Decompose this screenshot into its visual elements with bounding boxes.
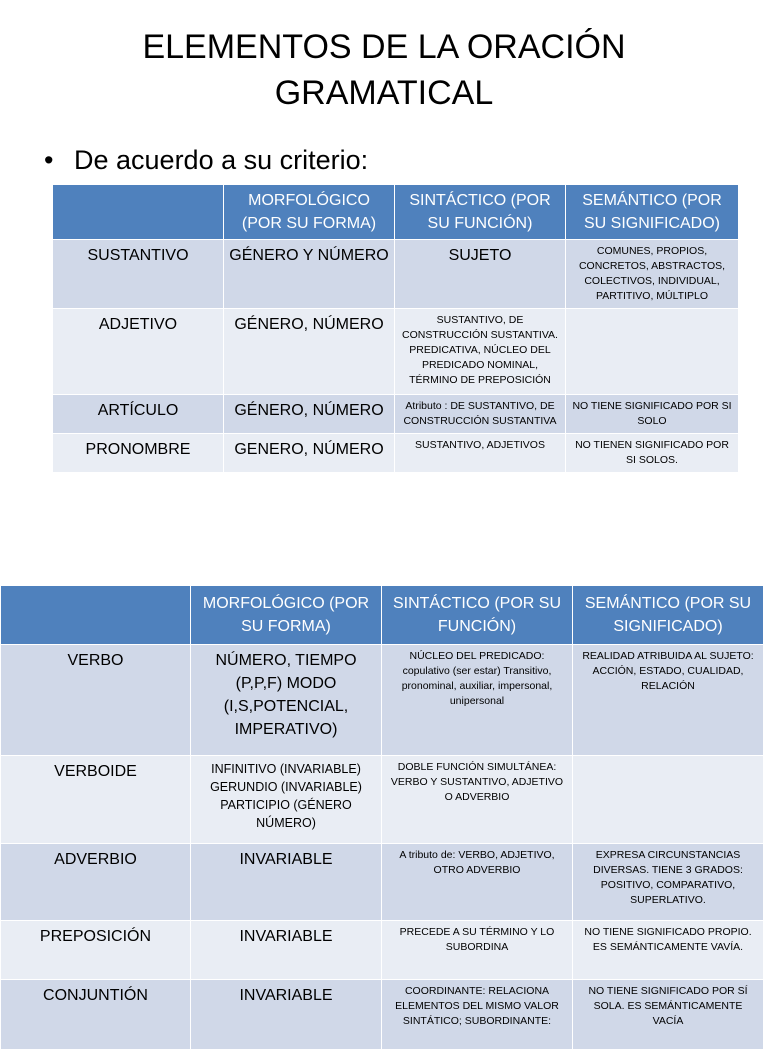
table-cell xyxy=(573,756,764,844)
table-cell: NÚMERO, TIEMPO (P,P,F) MODO (I,S,POTENCIAL, IMPERATIVO) xyxy=(191,645,382,756)
title-line-1: ELEMENTOS DE LA ORACIÓN xyxy=(142,28,626,66)
table-cell: REALIDAD ATRIBUIDA AL SUJETO: ACCIÓN, ESTADO, CUALIDAD, RELACIÓN xyxy=(573,645,764,756)
table-cell: INFINITIVO (INVARIABLE) GERUNDIO (INVARIABLE) PARTICIPIO (GÉNERO NÚMERO) xyxy=(191,756,382,844)
table-cell: ARTÍCULO xyxy=(53,395,224,434)
table-cell: NO TIENEN SIGNIFICADO POR SI SOLOS. xyxy=(566,434,739,473)
table-cell: SUSTANTIVO xyxy=(53,240,224,309)
table-cell: VERBO xyxy=(1,645,191,756)
table-row xyxy=(1,980,764,1050)
table-row xyxy=(53,434,739,473)
table-cell: COORDINANTE: RELACIONA ELEMENTOS DEL MISMO VALOR SINTÁTICO; SUBORDINANTE: xyxy=(382,980,573,1050)
table-cell: DOBLE FUNCIÓN SIMULTÁNEA: VERBO Y SUSTANTIVO, ADJETIVO O ADVERBIO xyxy=(382,756,573,844)
page-title xyxy=(0,24,768,116)
table-cell: ADVERBIO xyxy=(1,844,191,921)
table-cell: Atributo : DE SUSTANTIVO, DE CONSTRUCCIÓN SUSTANTIVA xyxy=(395,395,566,434)
table-header-cell: SINTÁCTICO (POR SU FUNCIÓN) xyxy=(395,185,566,240)
bullet-dot-icon: • xyxy=(44,145,54,175)
table-cell: GÉNERO, NÚMERO xyxy=(224,309,395,395)
table-header-cell: MORFOLÓGICO (POR SU FORMA) xyxy=(224,185,395,240)
table-cell: ADJETIVO xyxy=(53,309,224,395)
title-line-2: GRAMATICAL xyxy=(274,74,494,112)
table-row xyxy=(1,645,764,756)
table-cell: PREPOSICIÓN xyxy=(1,921,191,980)
table-cell: NÚCLEO DEL PREDICADO: copulativo (ser estar) Transitivo, pronominal, auxiliar, impersonal, unipersonal xyxy=(382,645,573,756)
table-cell: GÉNERO, NÚMERO xyxy=(224,395,395,434)
table-row xyxy=(53,240,739,309)
table-cell: A tributo de: VERBO, ADJETIVO, OTRO ADVERBIO xyxy=(382,844,573,921)
table-header-cell: SEMÁNTICO (POR SU SIGNIFICADO) xyxy=(573,586,764,645)
table-row xyxy=(1,921,764,980)
table-header-row xyxy=(53,185,739,240)
table-cell: INVARIABLE xyxy=(191,980,382,1050)
table-row xyxy=(1,844,764,921)
table-cell: NO TIENE SIGNIFICADO POR SÍ SOLA. ES SEMÁNTICAMENTE VACÍA xyxy=(573,980,764,1050)
table-row xyxy=(53,395,739,434)
table-cell xyxy=(566,309,739,395)
table-cell: SUSTANTIVO, DE CONSTRUCCIÓN SUSTANTIVA. PREDICATIVA, NÚCLEO DEL PREDICADO NOMINAL, TÉRMINO DE PREPOSICIÓN xyxy=(395,309,566,395)
table-cell: PRONOMBRE xyxy=(53,434,224,473)
table-header-cell: SEMÁNTICO (POR SU SIGNIFICADO) xyxy=(566,185,739,240)
table-cell: NO TIENE SIGNIFICADO PROPIO. ES SEMÁNTICAMENTE VAVÍA. xyxy=(573,921,764,980)
table-cell: GENERO, NÚMERO xyxy=(224,434,395,473)
table-cell: SUSTANTIVO, ADJETIVOS xyxy=(395,434,566,473)
table-header-cell xyxy=(1,586,191,645)
table-cell: VERBOIDE xyxy=(1,756,191,844)
grammar-table-1 xyxy=(52,184,739,473)
table-cell: SUJETO xyxy=(395,240,566,309)
table-header-cell xyxy=(53,185,224,240)
table-header-cell: MORFOLÓGICO (POR SU FORMA) xyxy=(191,586,382,645)
table-row xyxy=(53,309,739,395)
table-cell: COMUNES, PROPIOS, CONCRETOS, ABSTRACTOS, COLECTIVOS, INDIVIDUAL, PARTITIVO, MÚLTIPLO xyxy=(566,240,739,309)
bullet-text: De acuerdo a su criterio: xyxy=(74,145,369,175)
table-cell: PRECEDE A SU TÉRMINO Y LO SUBORDINA xyxy=(382,921,573,980)
table-cell: EXPRESA CIRCUNSTANCIAS DIVERSAS. TIENE 3 GRADOS: POSITIVO, COMPARATIVO, SUPERLATIVO. xyxy=(573,844,764,921)
table-header-cell: SINTÁCTICO (POR SU FUNCIÓN) xyxy=(382,586,573,645)
table-cell: NO TIENE SIGNIFICADO POR SI SOLO xyxy=(566,395,739,434)
table-cell: CONJUNTIÓN xyxy=(1,980,191,1050)
table-header-row xyxy=(1,586,764,645)
table-cell: INVARIABLE xyxy=(191,921,382,980)
table-row xyxy=(1,756,764,844)
bullet-item xyxy=(44,142,368,178)
grammar-table-2 xyxy=(0,585,764,1050)
table-cell: INVARIABLE xyxy=(191,844,382,921)
table-cell: GÉNERO Y NÚMERO xyxy=(224,240,395,309)
